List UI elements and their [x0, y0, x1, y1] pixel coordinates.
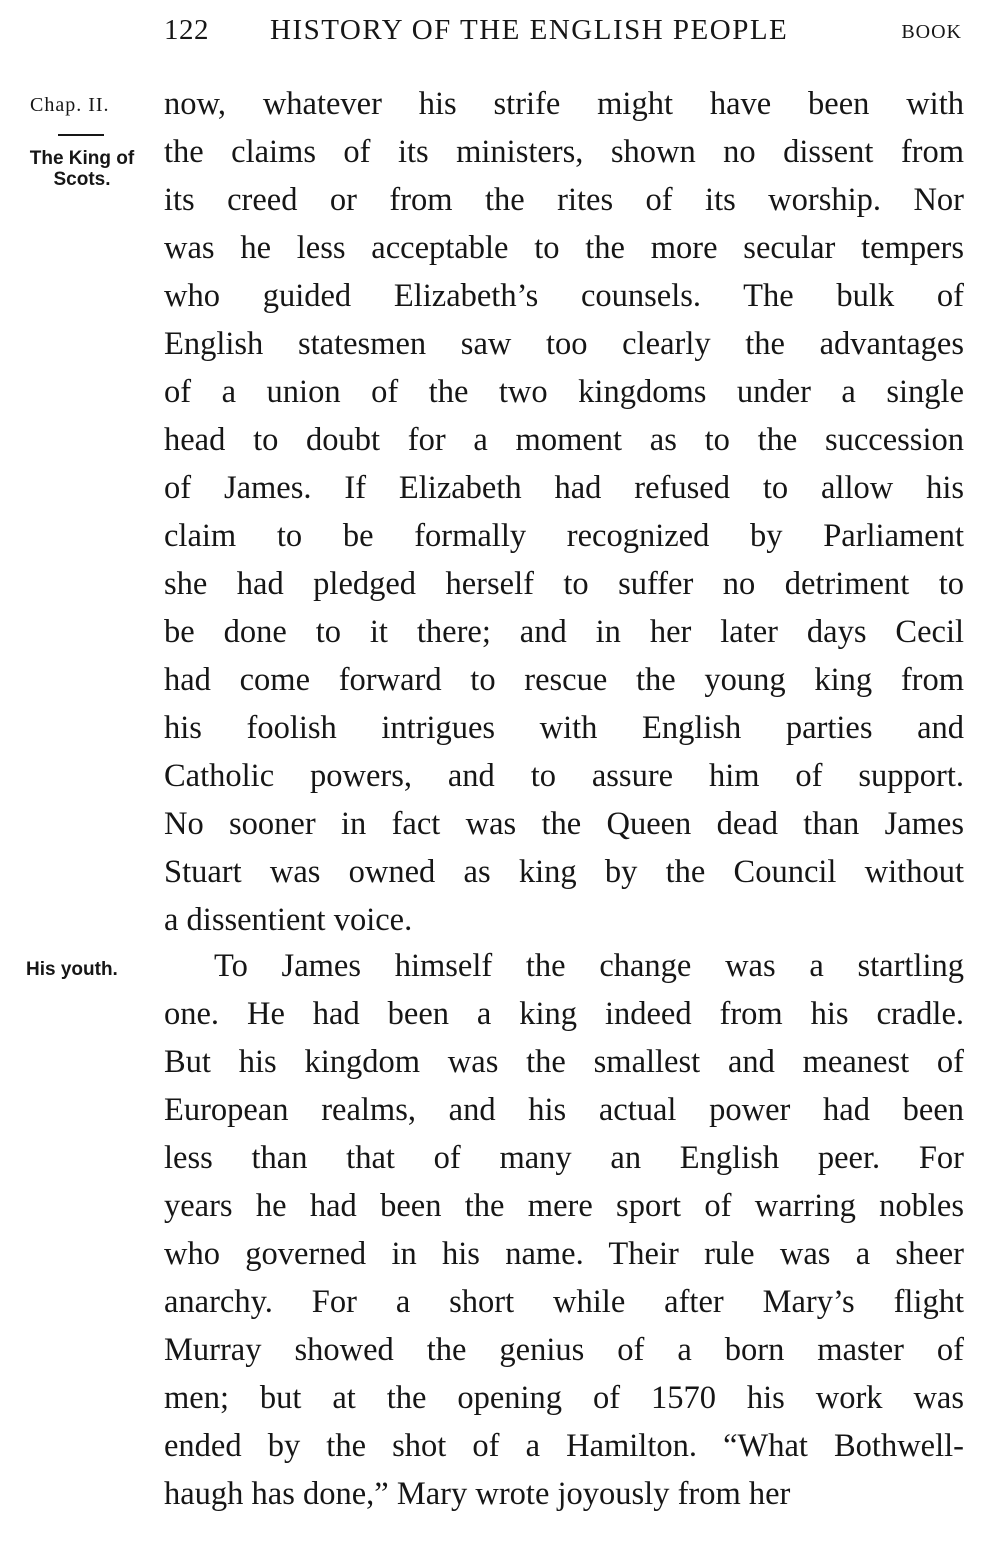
text-line: of James. If Elizabeth had refused to allow his — [164, 470, 964, 506]
sidenote-his-youth: His youth. — [26, 959, 118, 980]
text-line: ended by the shot of a Hamilton. “What Bothwell- — [164, 1428, 964, 1464]
text-line: less than that of many an English peer. For — [164, 1140, 964, 1176]
text-line: be done to it there; and in her later days Cecil — [164, 614, 964, 650]
text-line: Catholic powers, and to assure him of support. — [164, 758, 964, 794]
text-line: now, whatever his strife might have been with — [164, 86, 964, 122]
text-line: No sooner in fact was the Queen dead than James — [164, 806, 964, 842]
chapter-rule — [58, 134, 104, 136]
text-line: who guided Elizabeth’s counsels. The bulk of — [164, 278, 964, 314]
text-line: who governed in his name. Their rule was a sheer — [164, 1236, 964, 1272]
text-line: anarchy. For a short while after Mary’s flight — [164, 1284, 964, 1320]
text-line: years he had been the mere sport of warring nobles — [164, 1188, 964, 1224]
text-line: she had pledged herself to suffer no detriment to — [164, 566, 964, 602]
paragraph-1 — [164, 80, 964, 944]
text-line: one. He had been a king indeed from his cradle. — [164, 996, 964, 1032]
running-title: HISTORY OF THE ENGLISH PEOPLE — [270, 14, 789, 46]
page-number: 122 — [164, 14, 209, 46]
chapter-label: Chap. II. — [30, 94, 110, 116]
sidenote-king-of-scots: The King of Scots. — [29, 148, 135, 190]
text-line: Murray showed the genius of a born master of — [164, 1332, 964, 1368]
text-line: English statesmen saw too clearly the advantages — [164, 326, 964, 362]
text-line: his foolish intrigues with English parties and — [164, 710, 964, 746]
paragraph-2 — [164, 942, 964, 1518]
text-line: the claims of its ministers, shown no dissent from — [164, 134, 964, 170]
text-line: men; but at the opening of 1570 his work was — [164, 1380, 964, 1416]
text-line: Stuart was owned as king by the Council without — [164, 854, 964, 890]
running-book-label: BOOK — [901, 21, 962, 43]
text-line: European realms, and his actual power had been — [164, 1092, 964, 1128]
text-line: haugh has done,” Mary wrote joyously from her — [164, 1476, 791, 1512]
text-line: had come forward to rescue the young king from — [164, 662, 964, 698]
running-head — [0, 8, 1000, 52]
text-line: To James himself the change was a startling — [214, 948, 964, 984]
text-line: of a union of the two kingdoms under a single — [164, 374, 964, 410]
text-line: But his kingdom was the smallest and meanest of — [164, 1044, 964, 1080]
text-line: a dissentient voice. — [164, 902, 413, 938]
text-line: was he less acceptable to the more secular tempers — [164, 230, 964, 266]
text-line: head to doubt for a moment as to the succession — [164, 422, 964, 458]
text-line: its creed or from the rites of its worship. Nor — [164, 182, 964, 218]
text-line: claim to be formally recognized by Parliament — [164, 518, 964, 554]
